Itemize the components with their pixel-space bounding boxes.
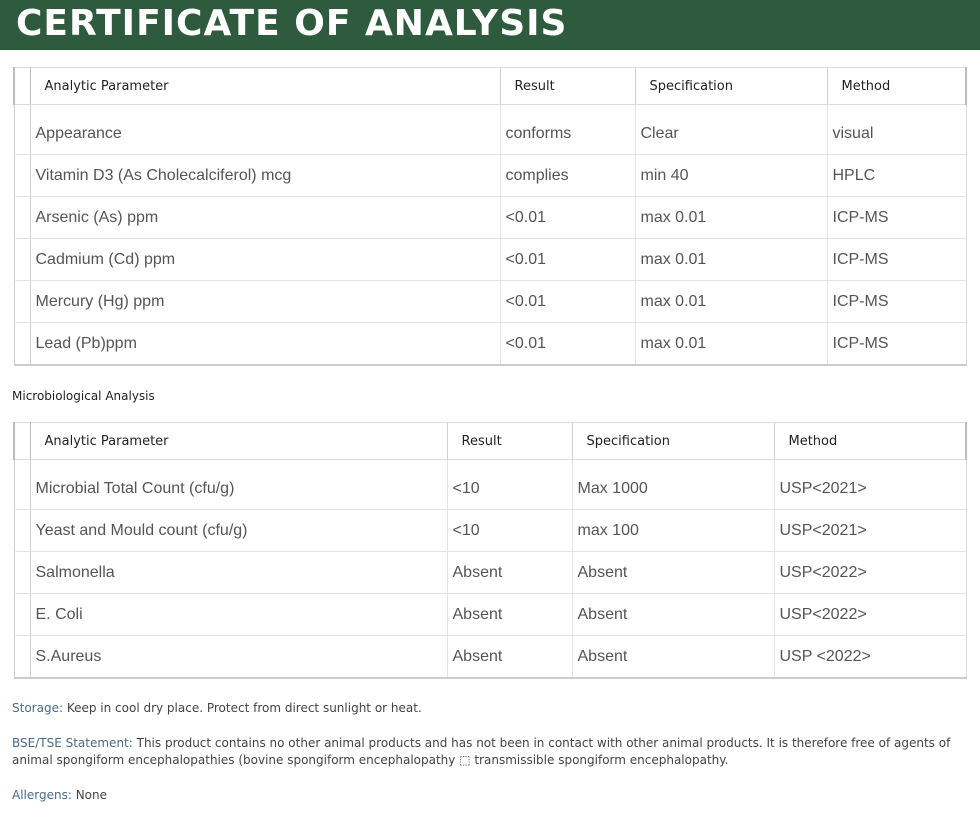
bse-text: This product contains no other animal products and has not been in contact with other animal products. It is therefore free of agents of animal spongiform encephalopathies (bovine spongiform encephalopathy ⬚ transmissible spongiform encephalopathy. <box>12 736 951 767</box>
storage-label: Storage: <box>12 701 63 715</box>
table-cell: Clear <box>635 113 827 155</box>
table-cell: ICP-MS <box>827 281 966 323</box>
allergens-note <box>12 787 962 804</box>
table-row <box>14 594 966 636</box>
col-header: Result <box>447 423 572 460</box>
table-row <box>14 636 966 679</box>
table-cell: max 0.01 <box>635 239 827 281</box>
table-row <box>14 239 966 281</box>
bse-label: BSE/TSE Statement: <box>12 736 133 750</box>
table-cell: Absent <box>572 594 774 636</box>
table-cell: Absent <box>572 552 774 594</box>
storage-text: Keep in cool dry place. Protect from direct sunlight or heat. <box>63 701 422 715</box>
table-cell: <0.01 <box>500 197 635 239</box>
section-heading: Microbiological Analysis <box>12 389 155 403</box>
col-header: Specification <box>635 68 827 105</box>
table-cell: Salmonella <box>30 552 447 594</box>
table-cell: Absent <box>447 552 572 594</box>
col-header: Method <box>774 423 966 460</box>
analysis-table <box>13 67 967 366</box>
table-cell: max 0.01 <box>635 281 827 323</box>
microbiology-table <box>13 422 967 679</box>
table-cell: min 40 <box>635 155 827 197</box>
table-cell: max 100 <box>572 510 774 552</box>
table-cell: <10 <box>447 468 572 510</box>
table-header <box>14 423 966 460</box>
table-cell: Mercury (Hg) ppm <box>30 281 500 323</box>
table-cell: <10 <box>447 510 572 552</box>
table-cell: Appearance <box>30 113 500 155</box>
table-row <box>14 281 966 323</box>
table-row <box>14 323 966 366</box>
table-cell: ICP-MS <box>827 323 966 366</box>
col-header: Result <box>500 68 635 105</box>
table-cell: USP<2022> <box>774 552 966 594</box>
table-cell: <0.01 <box>500 281 635 323</box>
table-cell: <0.01 <box>500 239 635 281</box>
table-cell: complies <box>500 155 635 197</box>
table-row <box>14 552 966 594</box>
table-cell: Yeast and Mould count (cfu/g) <box>30 510 447 552</box>
table-cell: Absent <box>447 594 572 636</box>
table-cell: Max 1000 <box>572 468 774 510</box>
storage-note <box>12 700 962 717</box>
table-cell: ICP-MS <box>827 197 966 239</box>
table-cell: <0.01 <box>500 323 635 366</box>
col-header: Analytic Parameter <box>30 68 500 105</box>
page-title: CERTIFICATE OF ANALYSIS <box>16 3 568 44</box>
table-cell: Microbial Total Count (cfu/g) <box>30 468 447 510</box>
table-cell: Absent <box>447 636 572 679</box>
bse-tse-statement <box>12 735 962 769</box>
table-cell: USP<2021> <box>774 468 966 510</box>
table-cell: Lead (Pb)ppm <box>30 323 500 366</box>
table-cell: Arsenic (As) ppm <box>30 197 500 239</box>
table-row <box>14 197 966 239</box>
table-cell: HPLC <box>827 155 966 197</box>
table-cell: visual <box>827 113 966 155</box>
table-cell: E. Coli <box>30 594 447 636</box>
table-cell: max 0.01 <box>635 323 827 366</box>
table-row <box>14 155 966 197</box>
table-cell: USP<2022> <box>774 594 966 636</box>
table-cell: ICP-MS <box>827 239 966 281</box>
table-header <box>14 68 966 105</box>
table-cell: USP <2022> <box>774 636 966 679</box>
table-cell: conforms <box>500 113 635 155</box>
table-cell: Absent <box>572 636 774 679</box>
table-cell: USP<2021> <box>774 510 966 552</box>
allergens-text: None <box>71 788 108 802</box>
table-row <box>14 510 966 552</box>
table-row <box>14 113 966 155</box>
col-header: Specification <box>572 423 774 460</box>
title-bar <box>0 0 980 50</box>
allergens-label: Allergens: <box>12 788 72 802</box>
col-header: Analytic Parameter <box>30 423 447 460</box>
table-cell: S.Aureus <box>30 636 447 679</box>
table-cell: max 0.01 <box>635 197 827 239</box>
col-header: Method <box>827 68 966 105</box>
table-row <box>14 468 966 510</box>
table-cell: Cadmium (Cd) ppm <box>30 239 500 281</box>
table-cell: Vitamin D3 (As Cholecalciferol) mcg <box>30 155 500 197</box>
